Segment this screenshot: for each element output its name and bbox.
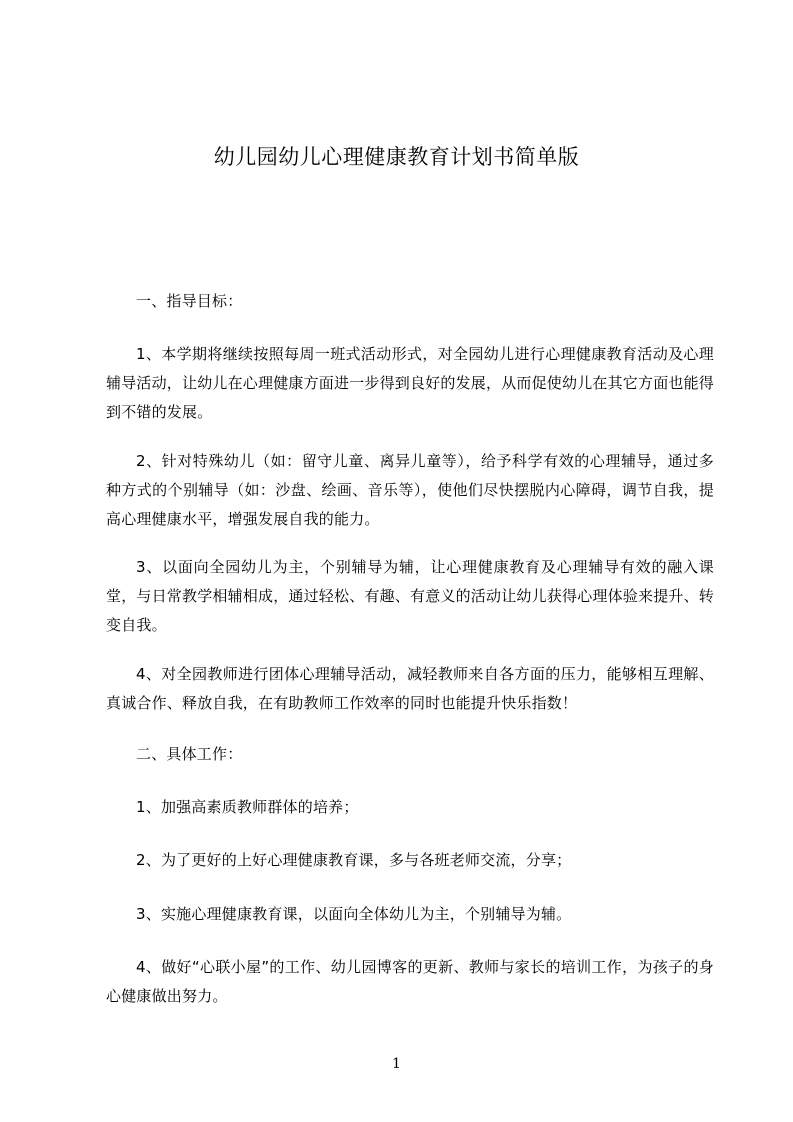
goal-item-3: 3、以面向全园幼儿为主，个别辅导为辅，让心理健康教育及心理辅导有效的融入课堂，与日常教学相辅相成，通过轻松、有趣、有意义的活动让幼儿获得心理体验来提升、转变自我。 <box>106 558 715 634</box>
section-heading-work: 二、具体工作： <box>136 745 243 763</box>
goal-item-2: 2、针对特殊幼儿（如：留守儿童、离异儿童等），给予科学有效的心理辅导，通过多种方式的个别辅导（如：沙盘、绘画、音乐等），使他们尽快摆脱内心障碍，调节自我，提高心理健康水平，增强发展自我的能力。 <box>106 452 714 528</box>
work-item-2: 2、为了更好的上好心理健康教育课，多与各班老师交流，分享； <box>136 851 572 869</box>
work-item-3: 3、实施心理健康教育课，以面向全体幼儿为主，个别辅导为辅。 <box>136 905 572 923</box>
work-item-4: 4、做好“心联小屋”的工作、幼儿园博客的更新、教师与家长的培训工作，为孩子的身心健康做出努力。 <box>106 958 714 1005</box>
section-heading-goals: 一、指导目标： <box>136 292 243 310</box>
work-item-1: 1、加强高素质教师群体的培养； <box>136 798 359 816</box>
page-number: 1 <box>392 1056 401 1072</box>
goal-item-1: 1、本学期将继续按照每周一班式活动形式，对全园幼儿进行心理健康教育活动及心理辅导活动，让幼儿在心理健康方面进一步得到良好的发展，从而促使幼儿在其它方面也能得到不错的发展。 <box>106 345 715 421</box>
page-title: 幼儿园幼儿心理健康教育计划书简单版 <box>213 145 580 169</box>
goal-item-4: 4、对全园教师进行团体心理辅导活动，减轻教师来自各方面的压力，能够相互理解、真诚合作、释放自我，在有助教师工作效率的同时也能提升快乐指数！ <box>106 665 714 712</box>
